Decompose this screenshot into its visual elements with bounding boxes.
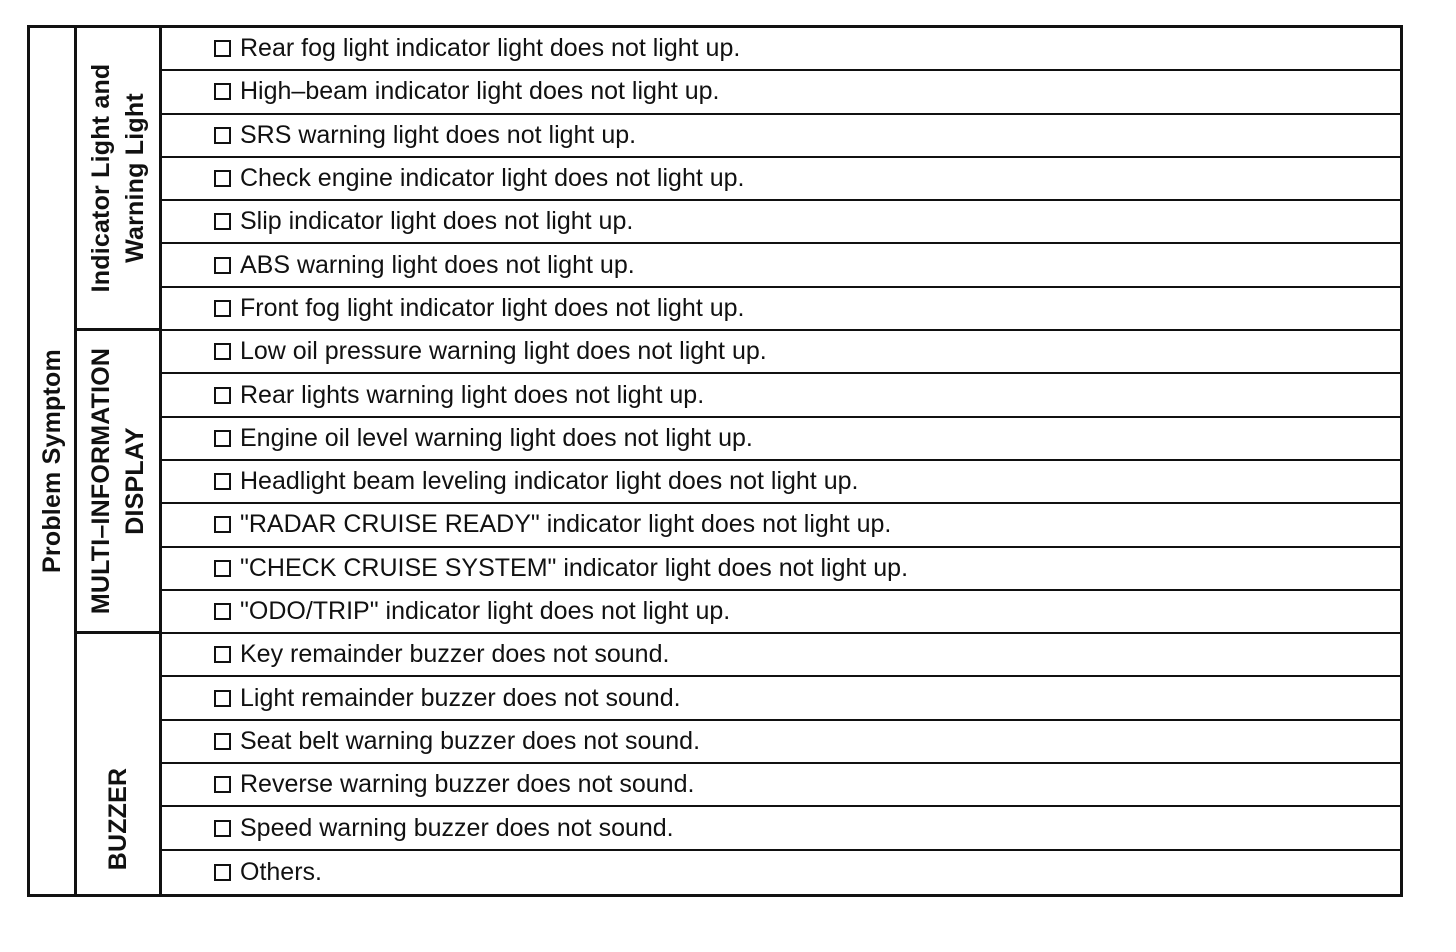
symptom-checkbox[interactable] [214, 646, 231, 663]
symptom-checkbox[interactable] [214, 213, 231, 230]
symptom-text: Key remainder buzzer does not sound. [240, 640, 670, 669]
symptom-checkbox[interactable] [214, 83, 231, 100]
symptom-checkbox[interactable] [214, 776, 231, 793]
symptom-text: Seat belt warning buzzer does not sound. [240, 726, 701, 755]
symptom-row[interactable] [162, 677, 1400, 720]
indicator-warning-light-group-label [77, 28, 162, 331]
group-label-line: Warning Light [121, 93, 149, 263]
symptom-text: Speed warning buzzer does not sound. [240, 813, 674, 842]
problem-symptom-label: Problem Symptom [38, 349, 66, 573]
symptom-text: Headlight beam leveling indicator light does not light up. [240, 467, 859, 496]
group-label-line: MULTI–INFORMATION [87, 347, 115, 615]
symptom-row[interactable] [162, 851, 1400, 894]
symptom-text: "RADAR CRUISE READY" indicator light does not light up. [240, 510, 892, 539]
symptom-text: Reverse warning buzzer does not sound. [240, 770, 695, 799]
symptom-text: High–beam indicator light does not light up. [240, 77, 720, 106]
symptom-text: Others. [240, 857, 322, 886]
symptom-text: Light remainder buzzer does not sound. [240, 683, 681, 712]
symptom-row[interactable] [162, 591, 1400, 634]
problem-symptom-label-cell [30, 28, 77, 894]
symptom-checkbox[interactable] [214, 257, 231, 274]
symptom-checkbox[interactable] [214, 473, 231, 490]
symptom-text: Slip indicator light does not light up. [240, 207, 634, 236]
group-label-line: DISPLAY [121, 427, 149, 535]
symptom-row[interactable] [162, 461, 1400, 504]
symptom-row[interactable] [162, 288, 1400, 331]
symptom-row[interactable] [162, 115, 1400, 158]
symptom-text: "CHECK CRUISE SYSTEM" indicator light does not light up. [240, 553, 909, 582]
symptom-text: Front fog light indicator light does not light up. [240, 293, 745, 322]
symptom-checkbox[interactable] [214, 560, 231, 577]
group-label-line: BUZZER [104, 767, 132, 871]
symptom-checkbox[interactable] [214, 343, 231, 360]
symptom-checkbox[interactable] [214, 603, 231, 620]
symptom-text: Rear fog light indicator light does not light up. [240, 34, 741, 63]
symptom-checkbox[interactable] [214, 820, 231, 837]
symptom-row[interactable] [162, 548, 1400, 591]
symptom-row[interactable] [162, 71, 1400, 114]
symptom-row[interactable] [162, 331, 1400, 374]
symptom-checkbox[interactable] [214, 430, 231, 447]
symptom-checkbox[interactable] [214, 170, 231, 187]
symptom-checkbox[interactable] [214, 864, 231, 881]
symptom-checkbox[interactable] [214, 516, 231, 533]
multi-information-display-group-label [77, 331, 162, 634]
symptom-row[interactable] [162, 764, 1400, 807]
symptom-text: Engine oil level warning light does not light up. [240, 423, 753, 452]
symptom-text: "ODO/TRIP" indicator light does not light up. [240, 597, 731, 626]
symptom-checkbox[interactable] [214, 733, 231, 750]
problem-symptom-table [27, 25, 1403, 897]
symptom-text: Rear lights warning light does not light up. [240, 380, 705, 409]
symptom-text: SRS warning light does not light up. [240, 120, 637, 149]
symptom-row[interactable] [162, 374, 1400, 417]
symptom-row[interactable] [162, 28, 1400, 71]
symptom-row[interactable] [162, 244, 1400, 287]
symptom-checkbox[interactable] [214, 40, 231, 57]
buzzer-group-label [77, 634, 162, 894]
symptom-checkbox[interactable] [214, 690, 231, 707]
symptom-checkbox[interactable] [214, 387, 231, 404]
symptom-row[interactable] [162, 158, 1400, 201]
group-label-line: Indicator Light and [87, 63, 115, 293]
symptom-row[interactable] [162, 504, 1400, 547]
symptom-checkbox[interactable] [214, 127, 231, 144]
symptom-row[interactable] [162, 201, 1400, 244]
symptom-text: Low oil pressure warning light does not light up. [240, 337, 767, 366]
symptom-row[interactable] [162, 721, 1400, 764]
symptom-text: ABS warning light does not light up. [240, 250, 635, 279]
symptom-text: Check engine indicator light does not light up. [240, 164, 745, 193]
symptom-row[interactable] [162, 807, 1400, 850]
symptom-row[interactable] [162, 634, 1400, 677]
symptom-checkbox[interactable] [214, 300, 231, 317]
symptom-row[interactable] [162, 418, 1400, 461]
